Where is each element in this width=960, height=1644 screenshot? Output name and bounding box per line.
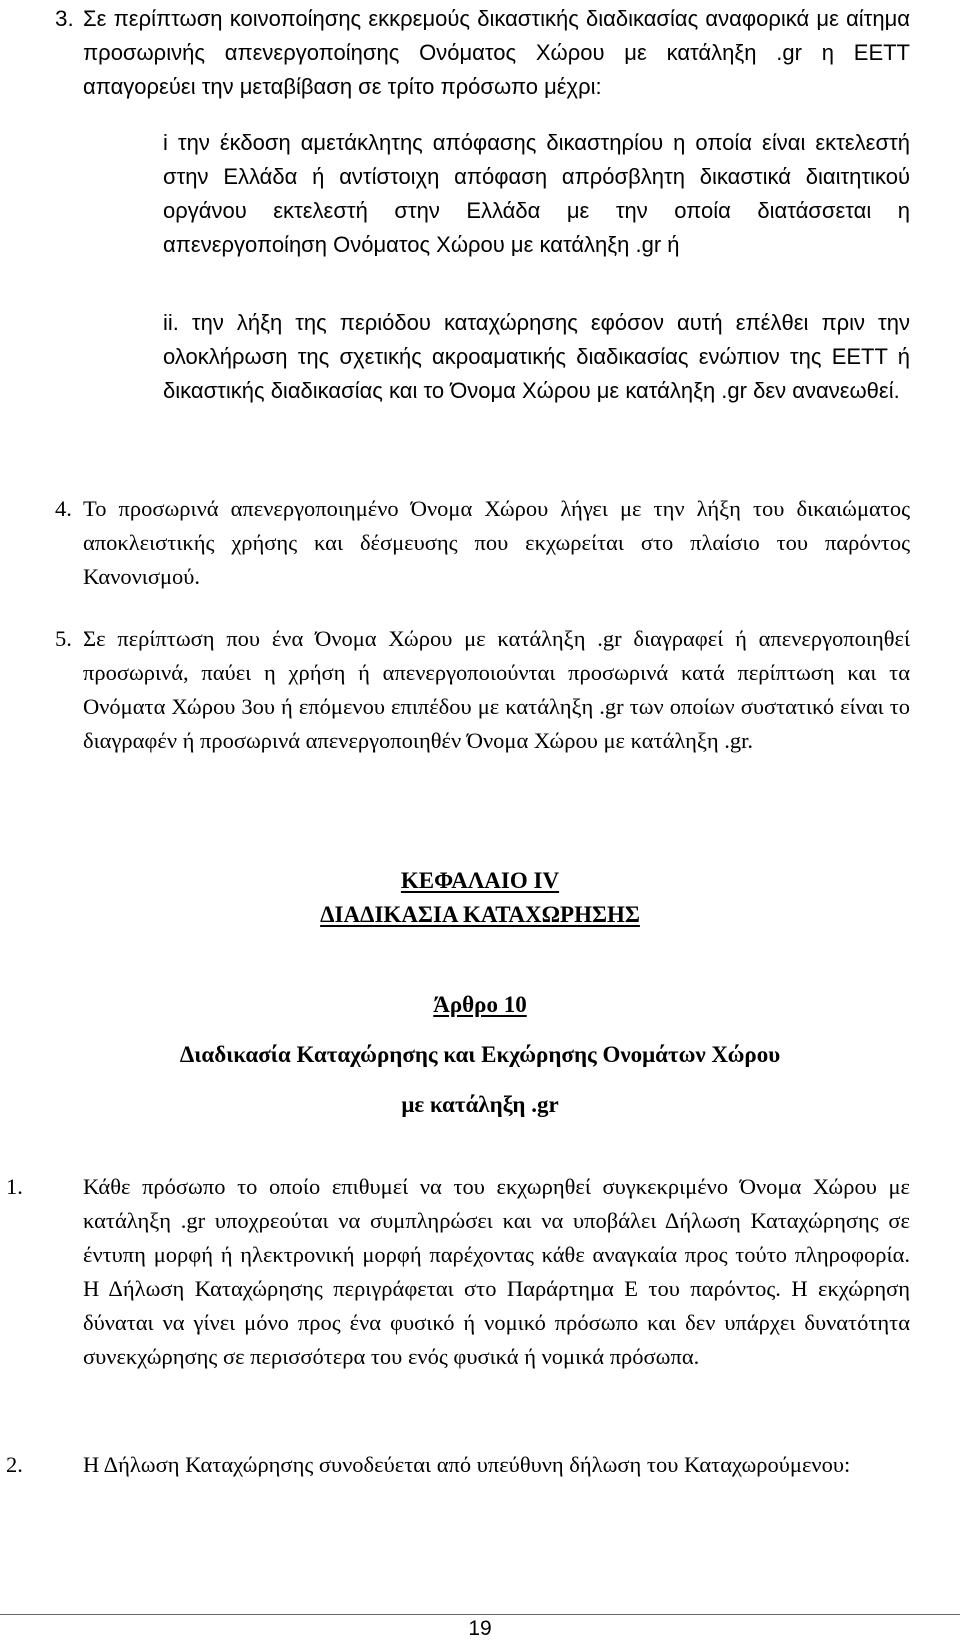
chapter-title-text: ΔΙΑΔΙΚΑΣΙΑ ΚΑΤΑΧΩΡΗΣΗΣ — [320, 902, 640, 927]
article-label — [0, 988, 960, 1022]
chapter-label — [0, 864, 960, 898]
section-5-number: 5. — [55, 626, 72, 651]
article-item-1-text: Κάθε πρόσωπο το οποίο επιθυμεί να του εκχωρηθεί συγκεκριμένο Όνομα Χώρου με κατάληξη .gr υποχρεούται να συμπληρώσει και να υποβάλει Δήλωση Καταχώρησης σε έντυπη μορφή ή ηλεκτρονική μορφή παρέχοντας κάθε αναγκαία προς τούτο πληροφορία. Η Δήλωση Καταχώρησης περιγράφεται στο Παράρτημα Ε του παρόντος. Η εκχώρηση δύναται να γίνει μόνο προς ένα φυσικό ή νομικό πρόσωπο και δεν υπάρχει δυνατότητα συνεκχώρησης σε περισσότερα του ενός φυσικά ή νομικά πρόσωπα. — [83, 1174, 910, 1369]
section-5-text: Σε περίπτωση που ένα Όνομα Χώρου με κατάληξη .gr διαγραφεί ή απενεργοποιηθεί προσωρινά, παύει η χρήση ή απενεργοποιούνται προσωρινά κατά περίπτωση και τα Ονόματα Χώρου 3ου ή επόμενου επιπέδου με κατάληξη .gr των οποίων συστατικό είναι το διαγραφέν ή προσωρινά απενεργοποιηθέν Όνομα Χώρου με κατάληξη .gr. — [83, 626, 910, 753]
section-4-text: Το προσωρινά απενεργοποιημένο Όνομα Χώρου λήγει με την λήξη του δικαιώματος αποκλειστικής χρήσης και δέσμευσης που εκχωρείται στο πλαίσιο του παρόντος Κανονισμού. — [83, 496, 910, 589]
chapter-label-text: ΚΕΦΑΛΑΙΟ IV — [400, 868, 560, 893]
article-item-2-text: Η Δήλωση Καταχώρησης συνοδεύεται από υπεύθυνη δήλωση του Καταχωρούμενου: — [83, 1452, 851, 1477]
page-number: 19 — [468, 1617, 492, 1640]
section-4-number: 4. — [55, 496, 72, 521]
section-3-item-ii: ii. την λήξη της περιόδου καταχώρησης εφόσον αυτή επέλθει πριν την ολοκλήρωση της σχετικής ακροαματικής διαδικασίας ενώπιον της ΕΕΤΤ ή δικαστικής διαδικασίας και το Όνομα Χώρου με κατάληξη .gr δεν ανανεωθεί. — [163, 310, 910, 403]
article-label-text: Άρθρο 10 — [433, 992, 527, 1017]
section-3-intro: Σε περίπτωση κοινοποίησης εκκρεμούς δικαστικής διαδικασίας αναφορικά με αίτημα προσωρινής απενεργοποίησης Ονόματος Χώρου με κατάληξη .gr η ΕΕΤΤ απαγορεύει την μεταβίβαση σε τρίτο πρόσωπο μέχρι: — [83, 6, 910, 99]
article-item-2-number: 2. — [6, 1452, 23, 1477]
section-3-number: 3. — [55, 6, 74, 31]
section-3-item-i: i την έκδοση αμετάκλητης απόφασης δικαστηρίου η οποία είναι εκτελεστή στην Ελλάδα ή αντίστοιχη απόφαση απρόσβλητη δικαστικά διαιτητικού οργάνου εκτελεστή στην Ελλάδα με την οποία διατάσσεται η απενεργοποίηση Ονόματος Χώρου με κατάληξη .gr ή — [163, 130, 910, 257]
footer-divider — [0, 1614, 960, 1615]
chapter-title — [0, 898, 960, 932]
article-title-line-1: Διαδικασία Καταχώρησης και Εκχώρησης Ονομάτων Χώρου — [179, 1042, 781, 1067]
article-item-1-number: 1. — [6, 1174, 23, 1199]
article-title-line-2: με κατάληξη .gr — [401, 1092, 559, 1117]
